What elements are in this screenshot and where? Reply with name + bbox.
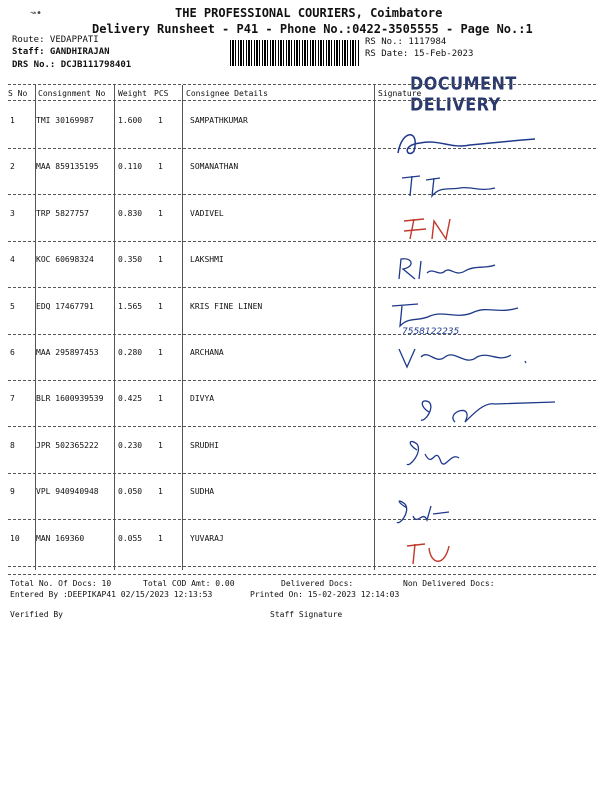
- row-consignment: EDQ 17467791: [36, 301, 94, 311]
- signature-10: [405, 540, 455, 568]
- row-consignment: MAA 859135195: [36, 162, 99, 172]
- row-pcs: 1: [158, 301, 163, 311]
- row-pcs: 1: [158, 162, 163, 172]
- divider: [8, 84, 596, 85]
- col-weight: Weight: [118, 89, 147, 98]
- row-consignee: DIVYA: [190, 394, 215, 404]
- rs-number: RS No.: 1117984: [365, 37, 447, 47]
- row-consignment: KOC 60698324: [36, 255, 94, 265]
- row-pcs: 1: [158, 348, 163, 357]
- document-delivery-stamp: DOCUMENT DELIVERY: [410, 73, 517, 115]
- row-pcs: 1: [158, 394, 163, 404]
- row-weight: 0.110: [118, 162, 143, 172]
- signature-7: [415, 392, 555, 432]
- row-weight: 0.050: [118, 487, 143, 497]
- row-pcs: 1: [158, 487, 163, 497]
- row-consignee: KRIS FINE LINEN: [190, 301, 263, 311]
- route: Route: VEDAPPATI: [12, 35, 99, 45]
- row-sno: 9: [10, 487, 15, 497]
- row-weight: 0.230: [118, 440, 143, 450]
- col-consignment: Consignment No: [38, 89, 106, 98]
- row-weight: 0.280: [118, 348, 143, 357]
- row-divider: [8, 519, 596, 520]
- total-docs: Total No. Of Docs: 10: [10, 579, 112, 588]
- row-consignee: SRUDHI: [190, 440, 219, 450]
- row-sno: 7: [10, 394, 15, 404]
- row-weight: 1.565: [118, 301, 143, 311]
- divider: [8, 574, 596, 575]
- row-pcs: 1: [158, 116, 163, 125]
- row-weight: 0.425: [118, 394, 143, 404]
- row-weight: 0.350: [118, 255, 143, 265]
- barcode: [230, 40, 360, 66]
- row-divider: [8, 287, 596, 288]
- row-pcs: 1: [158, 533, 163, 543]
- drs-number: DRS No.: DCJB111798401: [12, 60, 132, 70]
- row-consignee: YUVARAJ: [190, 533, 224, 543]
- signature-9: [395, 500, 455, 530]
- row-consignment: VPL 940940948: [36, 487, 99, 497]
- verified-by: Verified By: [10, 610, 63, 619]
- col-consignee: Consignee Details: [186, 89, 268, 98]
- staff-signature-label: Staff Signature: [270, 610, 343, 619]
- staff: Staff: GANDHIRAJAN: [12, 47, 110, 57]
- row-sno: 6: [10, 348, 15, 357]
- row-sno: 4: [10, 255, 15, 265]
- signature-2: [400, 170, 500, 200]
- signature-4: [395, 255, 505, 285]
- row-divider: [8, 241, 596, 242]
- row-sno: 8: [10, 440, 15, 450]
- row-weight: 1.600: [118, 116, 143, 125]
- row-consignee: VADIVEL: [190, 208, 224, 218]
- row-sno: 3: [10, 208, 15, 218]
- row-consignment: MAN 169360: [36, 533, 85, 543]
- row-consignee: ARCHANA: [190, 348, 224, 357]
- signature-6: [395, 345, 535, 371]
- signature-8: [405, 440, 465, 476]
- row-pcs: 1: [158, 440, 163, 450]
- non-delivered-docs: Non Delivered Docs:: [403, 579, 495, 588]
- row-consignment: TMI 30169987: [36, 116, 94, 125]
- row-divider: [8, 380, 596, 381]
- row-weight: 0.830: [118, 208, 143, 218]
- col-sno: S No: [8, 89, 28, 98]
- logo-mark: ↝•: [30, 8, 43, 19]
- row-divider: [8, 194, 596, 195]
- row-sno: 1: [10, 116, 15, 125]
- row-consignee: SOMANATHAN: [190, 162, 239, 172]
- svg-text:7558122235: 7558122235: [402, 327, 460, 337]
- row-consignee: SUDHA: [190, 487, 215, 497]
- row-consignment: BLR 1600939539: [36, 394, 104, 404]
- company-name: THE PROFESSIONAL COURIERS, Coimbatore: [175, 6, 443, 20]
- row-pcs: 1: [158, 208, 163, 218]
- signature-3: [400, 215, 460, 243]
- col-pcs: PCS: [154, 89, 169, 98]
- row-consignee: SAMPATHKUMAR: [190, 116, 248, 125]
- row-divider: [8, 566, 596, 567]
- row-consignee: LAKSHMI: [190, 255, 224, 265]
- signature-5: [388, 298, 528, 338]
- entered-by: Entered By :DEEPIKAP41 02/15/2023 12:13:53: [10, 590, 213, 599]
- signature-1: [390, 125, 540, 161]
- row-pcs: 1: [158, 255, 163, 265]
- row-divider: [8, 473, 596, 474]
- row-consignment: TRP 5827757: [36, 208, 89, 218]
- row-sno: 10: [10, 533, 20, 543]
- printed-on: Printed On: 15-02-2023 12:14:03: [250, 590, 400, 599]
- row-consignment: JPR 502365222: [36, 440, 99, 450]
- divider: [8, 100, 596, 101]
- row-weight: 0.055: [118, 533, 143, 543]
- runsheet-title: Delivery Runsheet - P41 - Phone No.:0422-3505555 - Page No.:1: [92, 22, 533, 36]
- row-sno: 5: [10, 301, 15, 311]
- total-cod: Total COD Amt: 0.00: [143, 579, 235, 588]
- col-signature: Signature: [378, 89, 422, 98]
- row-sno: 2: [10, 162, 15, 172]
- rs-date: RS Date: 15-Feb-2023: [365, 49, 474, 59]
- delivered-docs: Delivered Docs:: [281, 579, 354, 588]
- row-consignment: MAA 295897453: [36, 348, 99, 357]
